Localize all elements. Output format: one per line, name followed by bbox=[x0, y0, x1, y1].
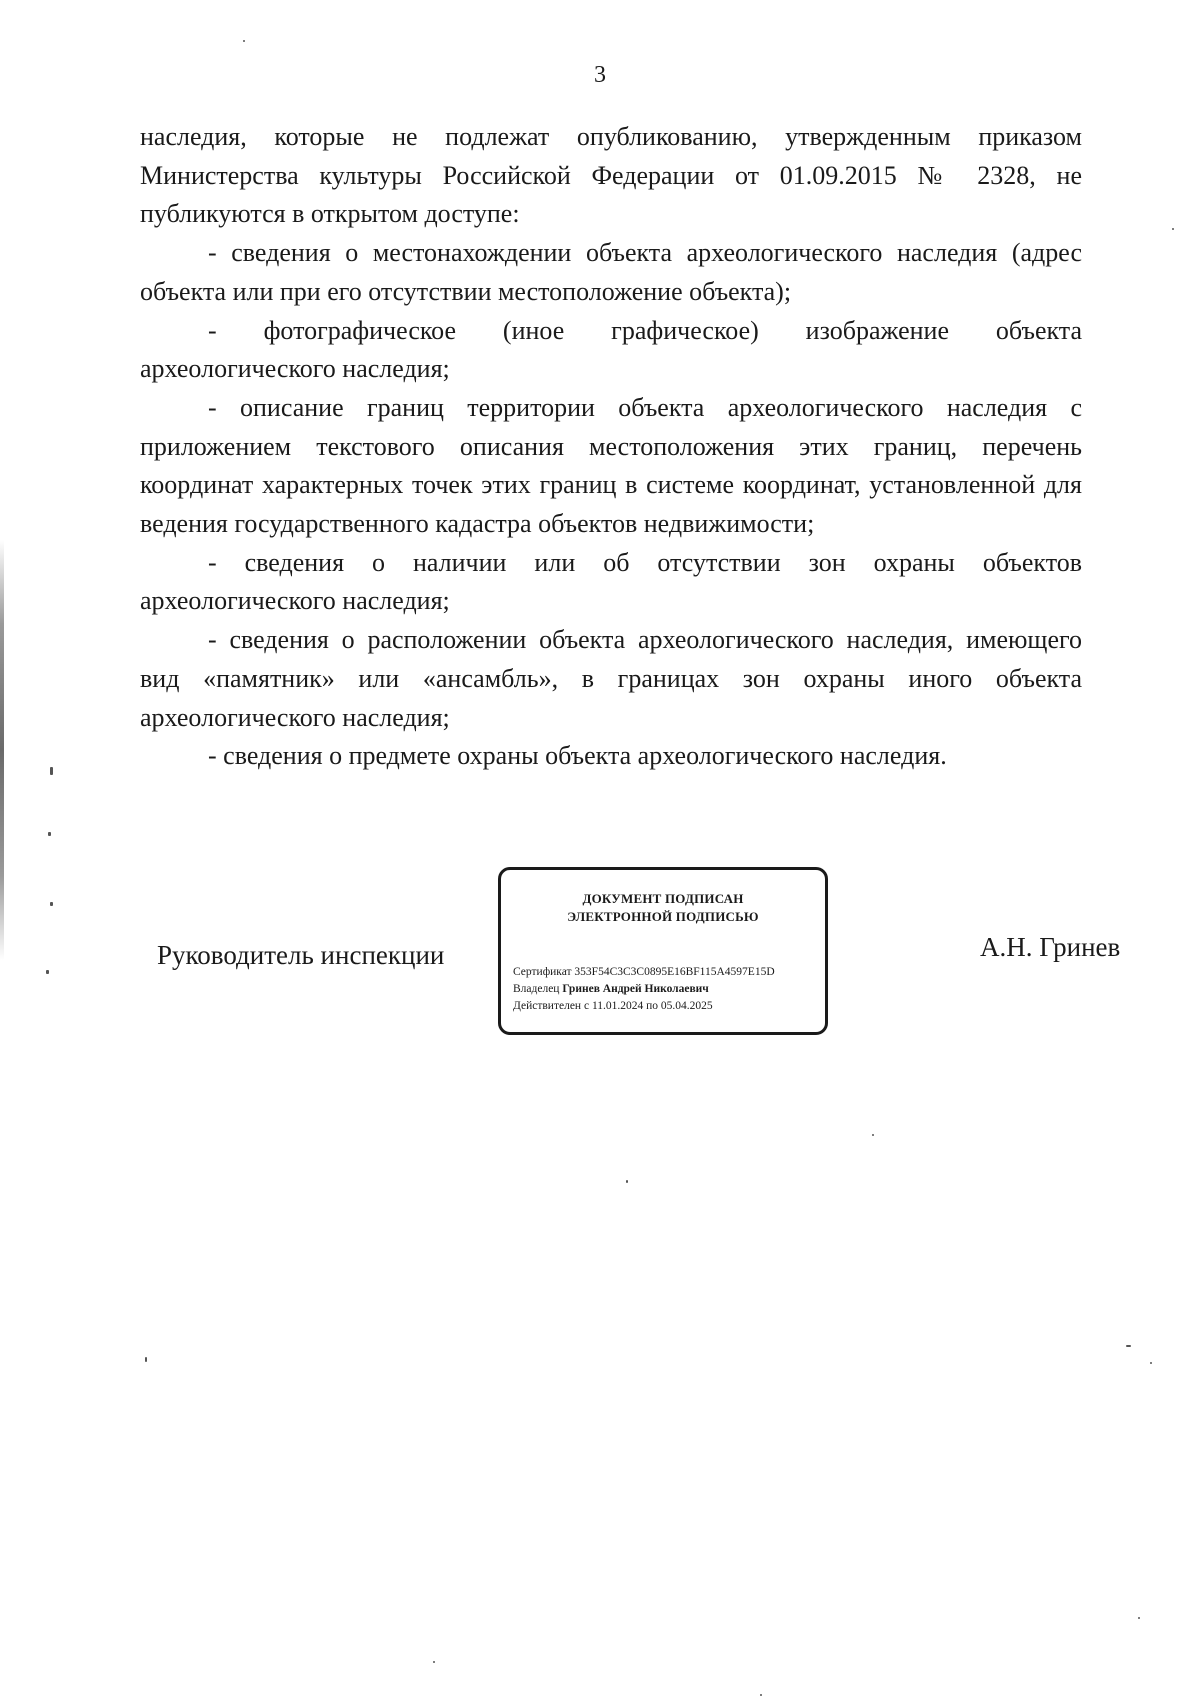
paragraph-protection-zones: - сведения о наличии или об отсутствии зон охраны объектов археологического наследия; bbox=[140, 547, 1082, 616]
stamp-title-line-2: ЭЛЕКТРОННОЙ ПОДПИСЬЮ bbox=[567, 909, 759, 924]
paragraph-photo-image: - фотографическое (иное графическое) изображение объекта археологического наследия; bbox=[140, 315, 1082, 384]
page-number: 3 bbox=[594, 62, 606, 88]
stamp-owner-label: Владелец bbox=[513, 983, 560, 995]
signature-name: А.Н. Гринев bbox=[980, 932, 1121, 962]
stamp-owner-value: Гринев Андрей Николаевич bbox=[562, 983, 709, 995]
paragraph-monument-location: - сведения о расположении объекта археологического наследия, имеющего вид «памятник» или «ансамбль», в границах зон охраны иного объекта археологического наследия; bbox=[140, 625, 1082, 732]
stamp-certificate bbox=[513, 964, 817, 981]
stamp-title-line-1: ДОКУМЕНТ ПОДПИСАН bbox=[582, 891, 744, 906]
stamp-validity: Действителен с 11.01.2024 по 05.04.2025 bbox=[513, 1000, 713, 1012]
paragraph-location-info: - сведения о местонахождении объекта археологического наследия (адрес объекта или при его отсутствии местоположение объекта); bbox=[140, 238, 1082, 306]
stamp-owner bbox=[513, 981, 817, 998]
electronic-signature-stamp bbox=[498, 867, 828, 1035]
signature-role: Руководитель инспекции bbox=[157, 940, 445, 970]
paragraph-boundaries: - описание границ территории объекта археологического наследия с приложением текстового описания местоположения этих границ, перечень координат характерных точек этих границ в системе координат, установленной для ведения государственного кадастра объектов недвижимости; bbox=[140, 392, 1082, 539]
document-body bbox=[140, 118, 1082, 776]
scan-binding-edge bbox=[0, 540, 4, 960]
paragraph-intro: наследия, которые не подлежат опубликованию, утвержденным приказом Министерства культуры Российской Федерации от 01.09.2015 № 2328, не публикуются в открытом доступе: bbox=[140, 122, 1082, 229]
stamp-details bbox=[513, 964, 817, 1015]
paragraph-protection-subject: - сведения о предмете охраны объекта археологического наследия. bbox=[208, 741, 947, 771]
stamp-certificate-label: Сертификат bbox=[513, 966, 572, 978]
stamp-certificate-value: 353F54C3C3C0895E16BF115A4597E15D bbox=[574, 966, 775, 978]
stamp-header bbox=[501, 890, 825, 926]
